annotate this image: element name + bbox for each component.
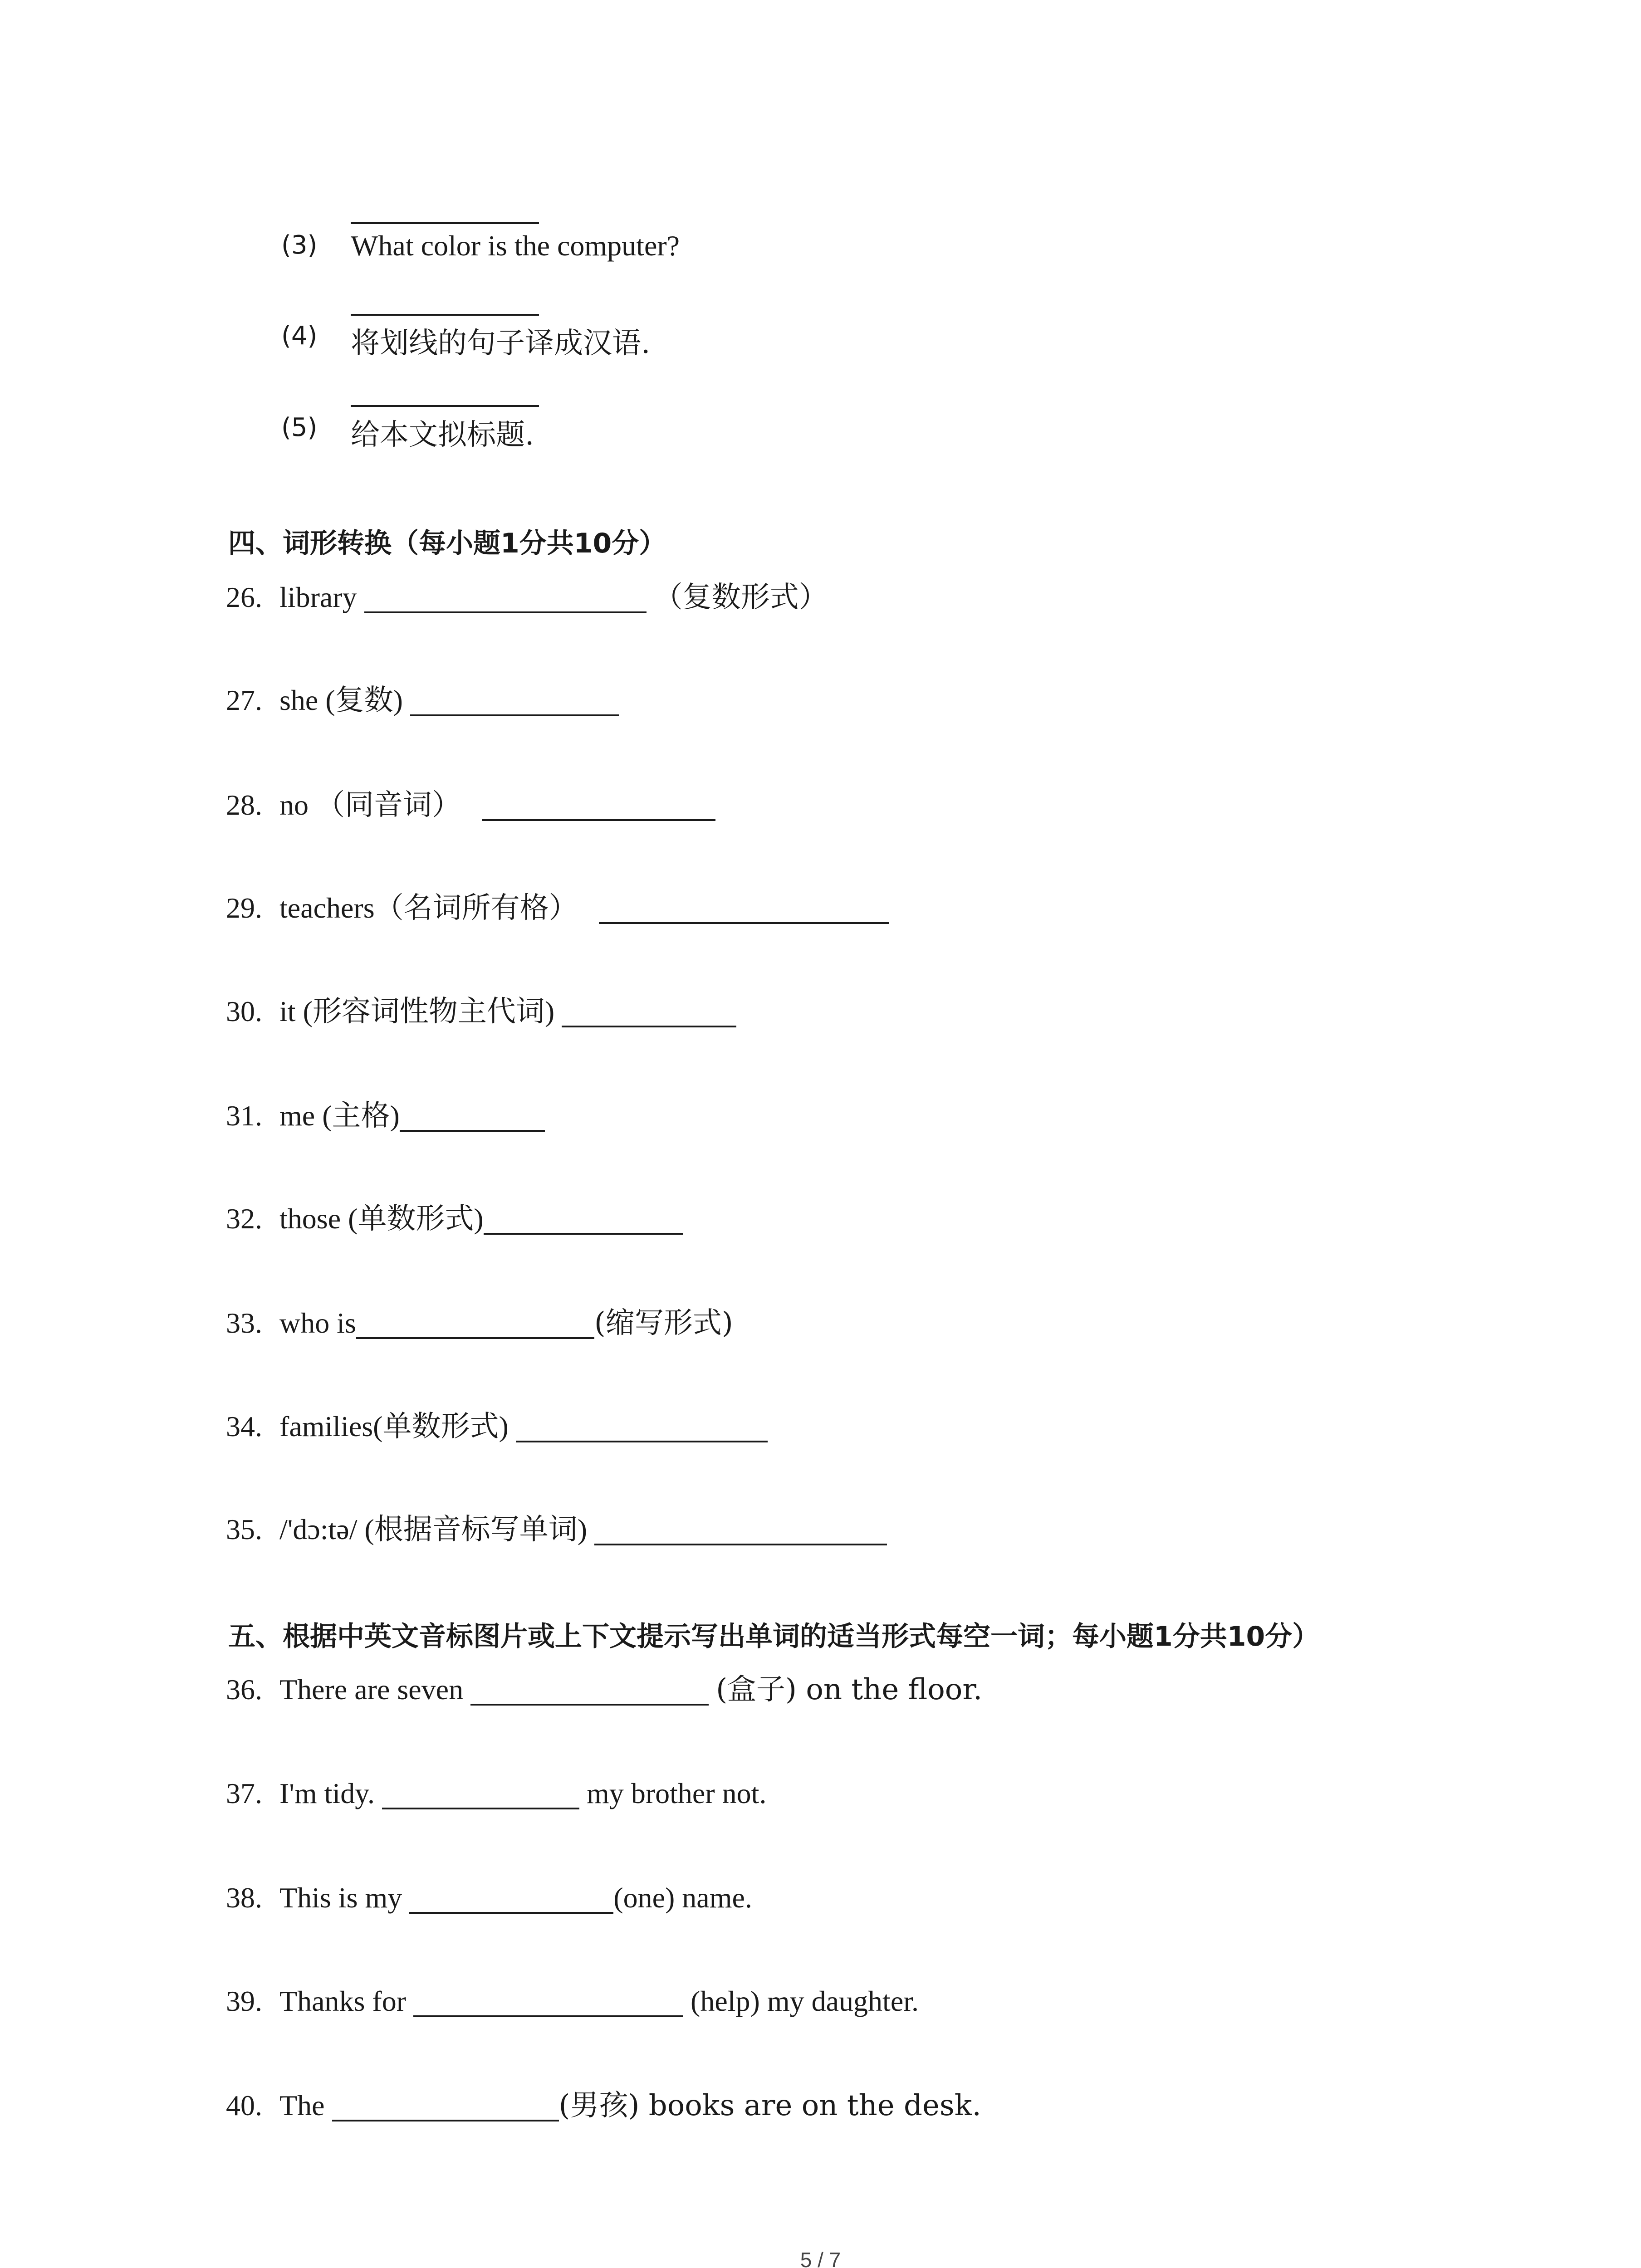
- question-prompt: teachers（名词所有格）: [279, 892, 578, 924]
- answer-blank[interactable]: [410, 688, 619, 716]
- question-prompt: There are seven: [279, 1673, 464, 1706]
- question-39: [226, 1987, 919, 2016]
- question-prompt: those (单数形式): [279, 1202, 484, 1235]
- page-number: 5 / 7: [800, 2248, 841, 2268]
- question-prompt: This is my: [279, 1882, 402, 1914]
- question-number: 33.: [226, 1307, 262, 1339]
- question-33: [226, 1306, 733, 1340]
- question-28: [226, 791, 715, 820]
- question-number: 31.: [226, 1100, 262, 1132]
- question-number: 27.: [226, 684, 262, 716]
- question-prompt: me (主格): [279, 1100, 400, 1132]
- answer-blank[interactable]: [594, 1517, 887, 1545]
- subquestion-number: (5): [281, 413, 318, 442]
- question-number: 35.: [226, 1513, 262, 1545]
- question-prompt: it (形容词性物主代词): [279, 995, 555, 1027]
- question-number: 28.: [226, 789, 262, 821]
- question-number: 39.: [226, 1985, 262, 2017]
- question-number: 36.: [226, 1673, 262, 1706]
- answer-blank[interactable]: [482, 793, 715, 821]
- subquestion-text: What color is the computer?: [351, 230, 680, 262]
- answer-blank-3[interactable]: [351, 222, 539, 224]
- question-hint: （复数形式）: [653, 581, 828, 614]
- answer-blank[interactable]: [364, 585, 647, 613]
- subquestion-text: 将划线的句子译成汉语.: [351, 327, 651, 360]
- answer-blank[interactable]: [332, 2093, 559, 2121]
- answer-blank[interactable]: [484, 1207, 683, 1235]
- answer-blank-4[interactable]: [351, 314, 539, 316]
- question-number: 30.: [226, 995, 262, 1027]
- answer-blank[interactable]: [470, 1677, 709, 1706]
- question-prompt: Thanks for: [279, 1985, 407, 2017]
- question-35: [226, 1515, 887, 1544]
- question-number: 26.: [226, 581, 262, 613]
- question-hint: (one) name.: [613, 1882, 752, 1914]
- question-hint: (盒子) on the floor.: [716, 1673, 983, 1706]
- question-prompt: she (复数): [279, 684, 403, 716]
- subquestion-number: (3): [281, 230, 318, 260]
- question-36: [226, 1675, 982, 1704]
- answer-blank[interactable]: [356, 1311, 594, 1339]
- question-32: [226, 1204, 683, 1233]
- question-prompt: The: [279, 2089, 325, 2121]
- question-prompt: no （同音词）: [279, 789, 461, 821]
- question-34: [226, 1412, 768, 1441]
- question-prompt: library: [279, 581, 357, 613]
- question-38: [226, 1883, 752, 1912]
- question-29: [226, 894, 889, 923]
- question-number: 37.: [226, 1777, 262, 1809]
- question-37: [226, 1779, 766, 1808]
- question-number: 34.: [226, 1410, 262, 1442]
- question-31: [226, 1101, 545, 1130]
- question-prompt: /'dɔ:tə/ (根据音标写单词): [279, 1513, 588, 1545]
- question-number: 29.: [226, 892, 262, 924]
- answer-blank-5[interactable]: [351, 405, 539, 407]
- question-40: [226, 2091, 981, 2120]
- answer-blank[interactable]: [382, 1781, 579, 1809]
- answer-blank[interactable]: [516, 1414, 768, 1442]
- question-hint: (缩写形式): [594, 1306, 733, 1340]
- question-27: [226, 686, 619, 715]
- question-hint: my brother not.: [587, 1777, 767, 1809]
- question-number: 40.: [226, 2089, 262, 2121]
- question-number: 38.: [226, 1882, 262, 1914]
- answer-blank[interactable]: [562, 999, 736, 1027]
- question-30: [226, 997, 736, 1026]
- answer-blank[interactable]: [599, 896, 889, 924]
- question-hint: (help) my daughter.: [691, 1985, 919, 2017]
- subquestion-number: (4): [281, 321, 318, 351]
- question-hint: (男孩) books are on the desk.: [558, 2089, 981, 2122]
- section-heading: 四、词形转换（每小题1分共10分）: [228, 528, 666, 559]
- answer-blank[interactable]: [409, 1886, 613, 1914]
- section-heading: 五、根据中英文音标图片或上下文提示写出单词的适当形式每空一词；每小题1分共10分）: [228, 1621, 1320, 1652]
- subquestion-text: 给本文拟标题.: [351, 418, 534, 452]
- question-prompt: families(单数形式): [279, 1410, 509, 1442]
- answer-blank[interactable]: [400, 1104, 545, 1132]
- question-prompt: I'm tidy.: [279, 1777, 375, 1809]
- answer-blank[interactable]: [413, 1989, 683, 2017]
- question-26: [226, 583, 828, 612]
- question-number: 32.: [226, 1202, 262, 1235]
- question-prompt: who is: [279, 1307, 356, 1339]
